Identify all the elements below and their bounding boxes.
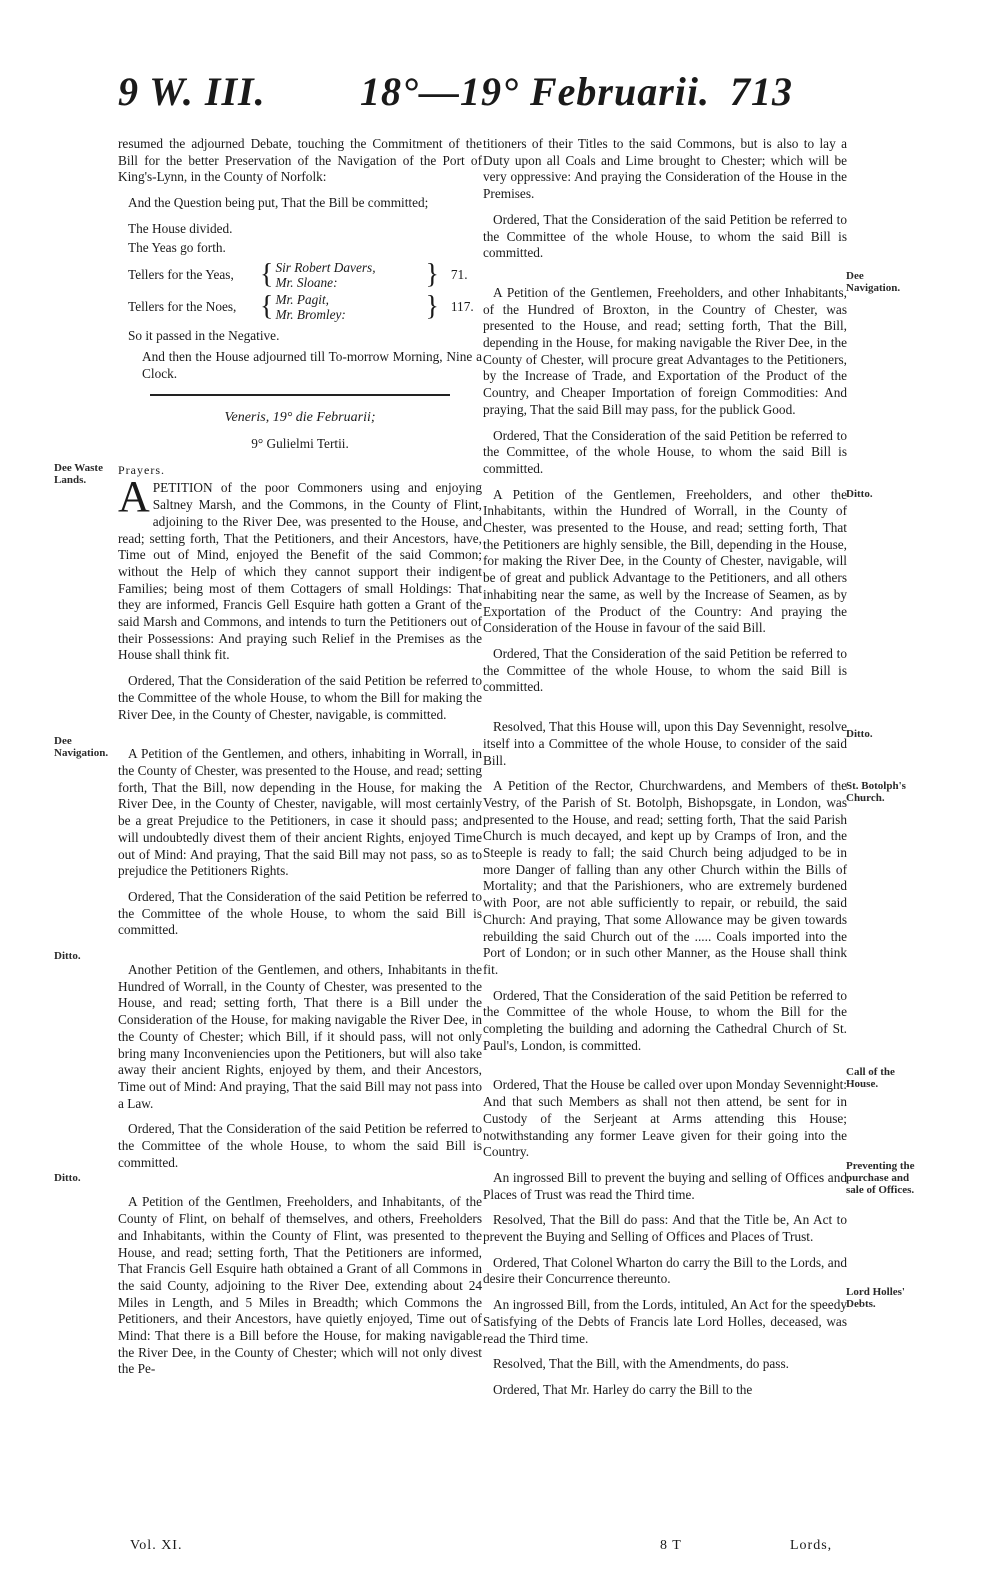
paragraph: APETITION of the poor Commoners using and enjoying Saltney Marsh, and the Commons, in the County of Flint, adjoining to the River Dee, was presented to the House, and read; setting forth, That the Petitioners, and their Ancestors, have, Time out of Mind, enjoyed the Benefit of the said Common; without the Help of which they cannot support their indigent Families; being most of them Cottagers of small Holdings: That they are informed, Francis Gell Esquire hath gotten a Grant of the said Marsh and Commons, and intends to turn the Petitioners out of their Possessions: And praying such Relief in the Premises as the House shall think fit.	[118, 472, 482, 663]
margin-note-ditto: Ditto.	[54, 950, 81, 962]
paragraph: A Petition of the Gentlemen, and others, inhabiting in Worrall, in the County of Chester, was presented to the House, and read; setting forth, That the Bill, now depending in the House, for making the River Dee, in the County of Chester, navigable, will most certainly be a great Prejudice to the Petitioners, in case it should pass; and will undoubtedly divest them of their ancient Rights, enjoyed Time out of Mind: And praying, That the said Bill may not pass, so as to prejudice the Petitioners Rights.	[118, 746, 482, 879]
teller-name: Sir Robert Davers,	[275, 260, 376, 276]
paragraph: A Petition of the Gentlemen, Freeholders, and other Inhabitants, of the Hundred of Broxton, in the Country of Chester, was presented to the House, and read; setting forth, That the Bill, depending in the House, for making navigable the River Dee, in the County of Chester, will procure great Advantages to the Petitioners, by the Increase of Trade, and Exportation of the Product of the Country, and Cheaper Importation of foreign Commodities: And praying, That the said Bill may pass, for the publick Good.	[483, 284, 847, 417]
tellers-yeas-label: Tellers for the Yeas,	[128, 266, 234, 282]
paragraph: Another Petition of the Gentlemen, and others, Inhabitants in the Hundred of Worrall, in the County of Chester, was presented to the House, and read; setting forth, That there is a Bill under the Consideration of the House, for making navigable the River Dee, in the County of Chester; which Bill, if it should pass, will not only bring many Inconveniencies upon the Petitioners, but will also take away their ancient Rights, enjoyed by them, and their Ancestors, Time out of Mind: And praying, That the said Bill may not pass into a Law.	[118, 962, 482, 1111]
tellers-noes	[128, 292, 482, 322]
paragraph: Resolved, That the Bill do pass: And that the Title be, An Act to prevent the Buying and Selling of Offices and Places of Trust.	[483, 1212, 847, 1245]
date-header: 18°—19° Februarii.	[360, 69, 711, 114]
brace-icon: }	[425, 259, 439, 291]
paragraph: The Yeas go forth.	[128, 239, 226, 255]
adjournment-note: And then the House adjourned till To-morrow Morning, Nine a Clock.	[142, 348, 482, 381]
paragraph: titioners of their Titles to the said Commons, but is also to lay a Duty upon all Coals and Lime brought to Chester; which will be very oppressive: And praying the Consideration of the House in the Premises.	[483, 136, 847, 202]
paragraph: Ordered, That Mr. Harley do carry the Bill to the	[493, 1382, 753, 1397]
margin-note-dee-navigation: Dee Navigation.	[54, 735, 109, 759]
margin-note-dee-navigation: Dee Navigation.	[846, 270, 901, 294]
paragraph: And the Question being put, That the Bill be committed;	[128, 195, 429, 211]
margin-note-ditto: Ditto.	[846, 728, 873, 740]
section-divider	[150, 394, 450, 396]
margin-note-holles-debts: Lord Holles' Debts.	[846, 1286, 905, 1310]
brace-icon: {	[260, 291, 274, 323]
paragraph: An ingrossed Bill, from the Lords, intituled, An Act for the speedy Satisfying of the Debts of Francis late Lord Holles, deceased, was read the Third time.	[483, 1297, 847, 1346]
margin-note-offices: Preventing the purchase and sale of Offices.	[846, 1160, 915, 1196]
tellers-noes-names	[275, 292, 425, 322]
margin-note-st-botolph: St. Botolph's Church.	[846, 780, 906, 804]
regnal-year-header: 9 W. III.	[118, 69, 266, 114]
paragraph: Ordered, That the House be called over upon Monday Sevennight: And that such Members as shall not then attend, be sent for in Custody of the Serjeant at Arms attending this House; notwithstanding any former Leave given for their going into the Country.	[483, 1077, 847, 1160]
margin-note-ditto: Ditto.	[54, 1172, 81, 1184]
tellers-yeas-names	[275, 260, 425, 290]
regnal-line: 9° Gulielmi Tertii.	[251, 436, 349, 452]
paragraph: Ordered, That the Consideration of the said Petition be referred to the Committee of the whole House, to whom the said Bill is committed.	[483, 211, 847, 261]
tellers-noes-count: 117.	[450, 298, 474, 314]
paragraph: So it passed in the Negative.	[128, 328, 280, 344]
teller-name: Mr. Bromley:	[275, 307, 346, 323]
signature-mark: 8 T	[660, 1538, 682, 1553]
paragraph: A Petition of the Rector, Churchwardens, and Members of the Vestry, of the Parish of St. Botolph, Bishopsgate, in London, was presented to the House, and read; setting forth, That the said Parish Church is much decayed, and kept up by Cramps of Iron, and the Steeple is ready to fall; the said Church being adjudged to be in more Danger of falling than any other Church within the Bills of Mortality; and that the Parishioners, who are extremely burdened with Poor, are not able sufficiently to repair, or rebuild, the said Church: And praying, That some Allowance may be given towards rebuilding the said Church out of the ..... Coals imported into the Port of London; or in such other Manner, as the House shall think fit.	[483, 778, 847, 977]
paragraph: A Petition of the Gentlemen, Freeholders, and other the Inhabitants, within the Hundred of Worrall, in the County of Chester, was presented to the House, and read; setting forth, That the Petitioners are highly sensible, the Bill, depending in the House, for making the River Dee, in the County of Chester, navigable, will be of great and publick Advantage to the Petitioners, and all others inhabiting near the same, as well by the Increase of Seamen, as by Exportation of the Product of the Country: And praying the Consideration of the House in favour of the said Bill.	[483, 486, 847, 636]
tellers-yeas	[128, 260, 482, 290]
day-heading: Veneris, 19° die Februarii;	[224, 410, 376, 426]
paragraph: Resolved, That the Bill, with the Amendments, do pass.	[493, 1356, 789, 1372]
paragraph: The House divided.	[128, 220, 233, 236]
brace-icon: }	[425, 291, 439, 323]
paragraph: Ordered, That the Consideration of the said Petition be referred to the Committee, of the whole House, to whom the said Bill is committed.	[483, 427, 847, 476]
teller-name: Mr. Sloane:	[275, 275, 338, 291]
tellers-block	[128, 260, 482, 322]
volume-label: Vol. XI.	[130, 1538, 183, 1553]
margin-note-dee-waste-lands: Dee Waste Lands.	[54, 462, 103, 486]
paragraph: Ordered, That the Consideration of the said Petition be referred to the Committee of the whole House, to whom the Bill for making the River Dee, in the County of Chester, navigable, is committed.	[118, 673, 482, 722]
tellers-noes-label: Tellers for the Noes,	[128, 298, 237, 314]
paragraph: An ingrossed Bill to prevent the buying and selling of Offices and Places of Trust was read the Third time.	[483, 1169, 847, 1202]
paragraph: Ordered, That the Consideration of the said Petition be referred to the Committee of the whole House, to whom the Bill for the completing the building and adorning the Cathedral Church of St. Paul's, London, is committed.	[483, 987, 847, 1053]
left-column	[118, 136, 482, 1387]
paragraph: Resolved, That this House will, upon this Day Sevennight, resolve itself into a Committee of the whole House, to consider of the said Bill.	[483, 719, 847, 768]
paragraph: Ordered, That Colonel Wharton do carry the Bill to the Lords, and desire their Concurrence thereunto.	[483, 1254, 847, 1287]
paragraph: Ordered, That the Consideration of the said Petition be referred to the Committee of the whole House, to whom the said Bill is committed.	[118, 888, 482, 938]
margin-note-call-of-house: Call of the House.	[846, 1066, 895, 1090]
catchword: Lords,	[790, 1538, 833, 1553]
paragraph: Ordered, That the Consideration of the said Petition be referred to the Committee of the whole House, to whom the said Bill is committed.	[118, 1121, 482, 1170]
teller-name: Mr. Pagit,	[275, 292, 330, 308]
right-column	[483, 136, 847, 1408]
tellers-yeas-count: 71.	[450, 266, 468, 282]
brace-icon: {	[260, 259, 274, 291]
paragraph: Ordered, That the Consideration of the said Petition be referred to the Committee of the whole House, to whom the said Bill is committed.	[483, 645, 847, 695]
prayers-heading: Prayers.	[118, 462, 165, 477]
margin-note-ditto: Ditto.	[846, 488, 873, 500]
page-number: 713	[730, 69, 793, 114]
paragraph: resumed the adjourned Debate, touching the Commitment of the Bill for the better Preservation of the Navigation of the Port of King's-Lynn, in the County of Norfolk:	[118, 136, 482, 185]
paragraph: A Petition of the Gentlmen, Freeholders, and Inhabitants, of the County of Flint, on behalf of themselves, and others, Freeholders and Inhabitants, within the County of Flint, was presented to the House, and read; setting forth, That the Petitioners are informed, That Francis Gell Esquire hath obtained a Grant of all Commons in the said County, adjoining to the River Dee, extending about 24 Miles in Length, and 5 Miles in Breadth; which Commons the Petitioners, and their Ancestors, have quietly enjoyed, Time out of Mind: That there is a Bill before the House, for making navigable the River Dee, in the County of Chester; which will not only divest the Pe-	[118, 1194, 482, 1377]
